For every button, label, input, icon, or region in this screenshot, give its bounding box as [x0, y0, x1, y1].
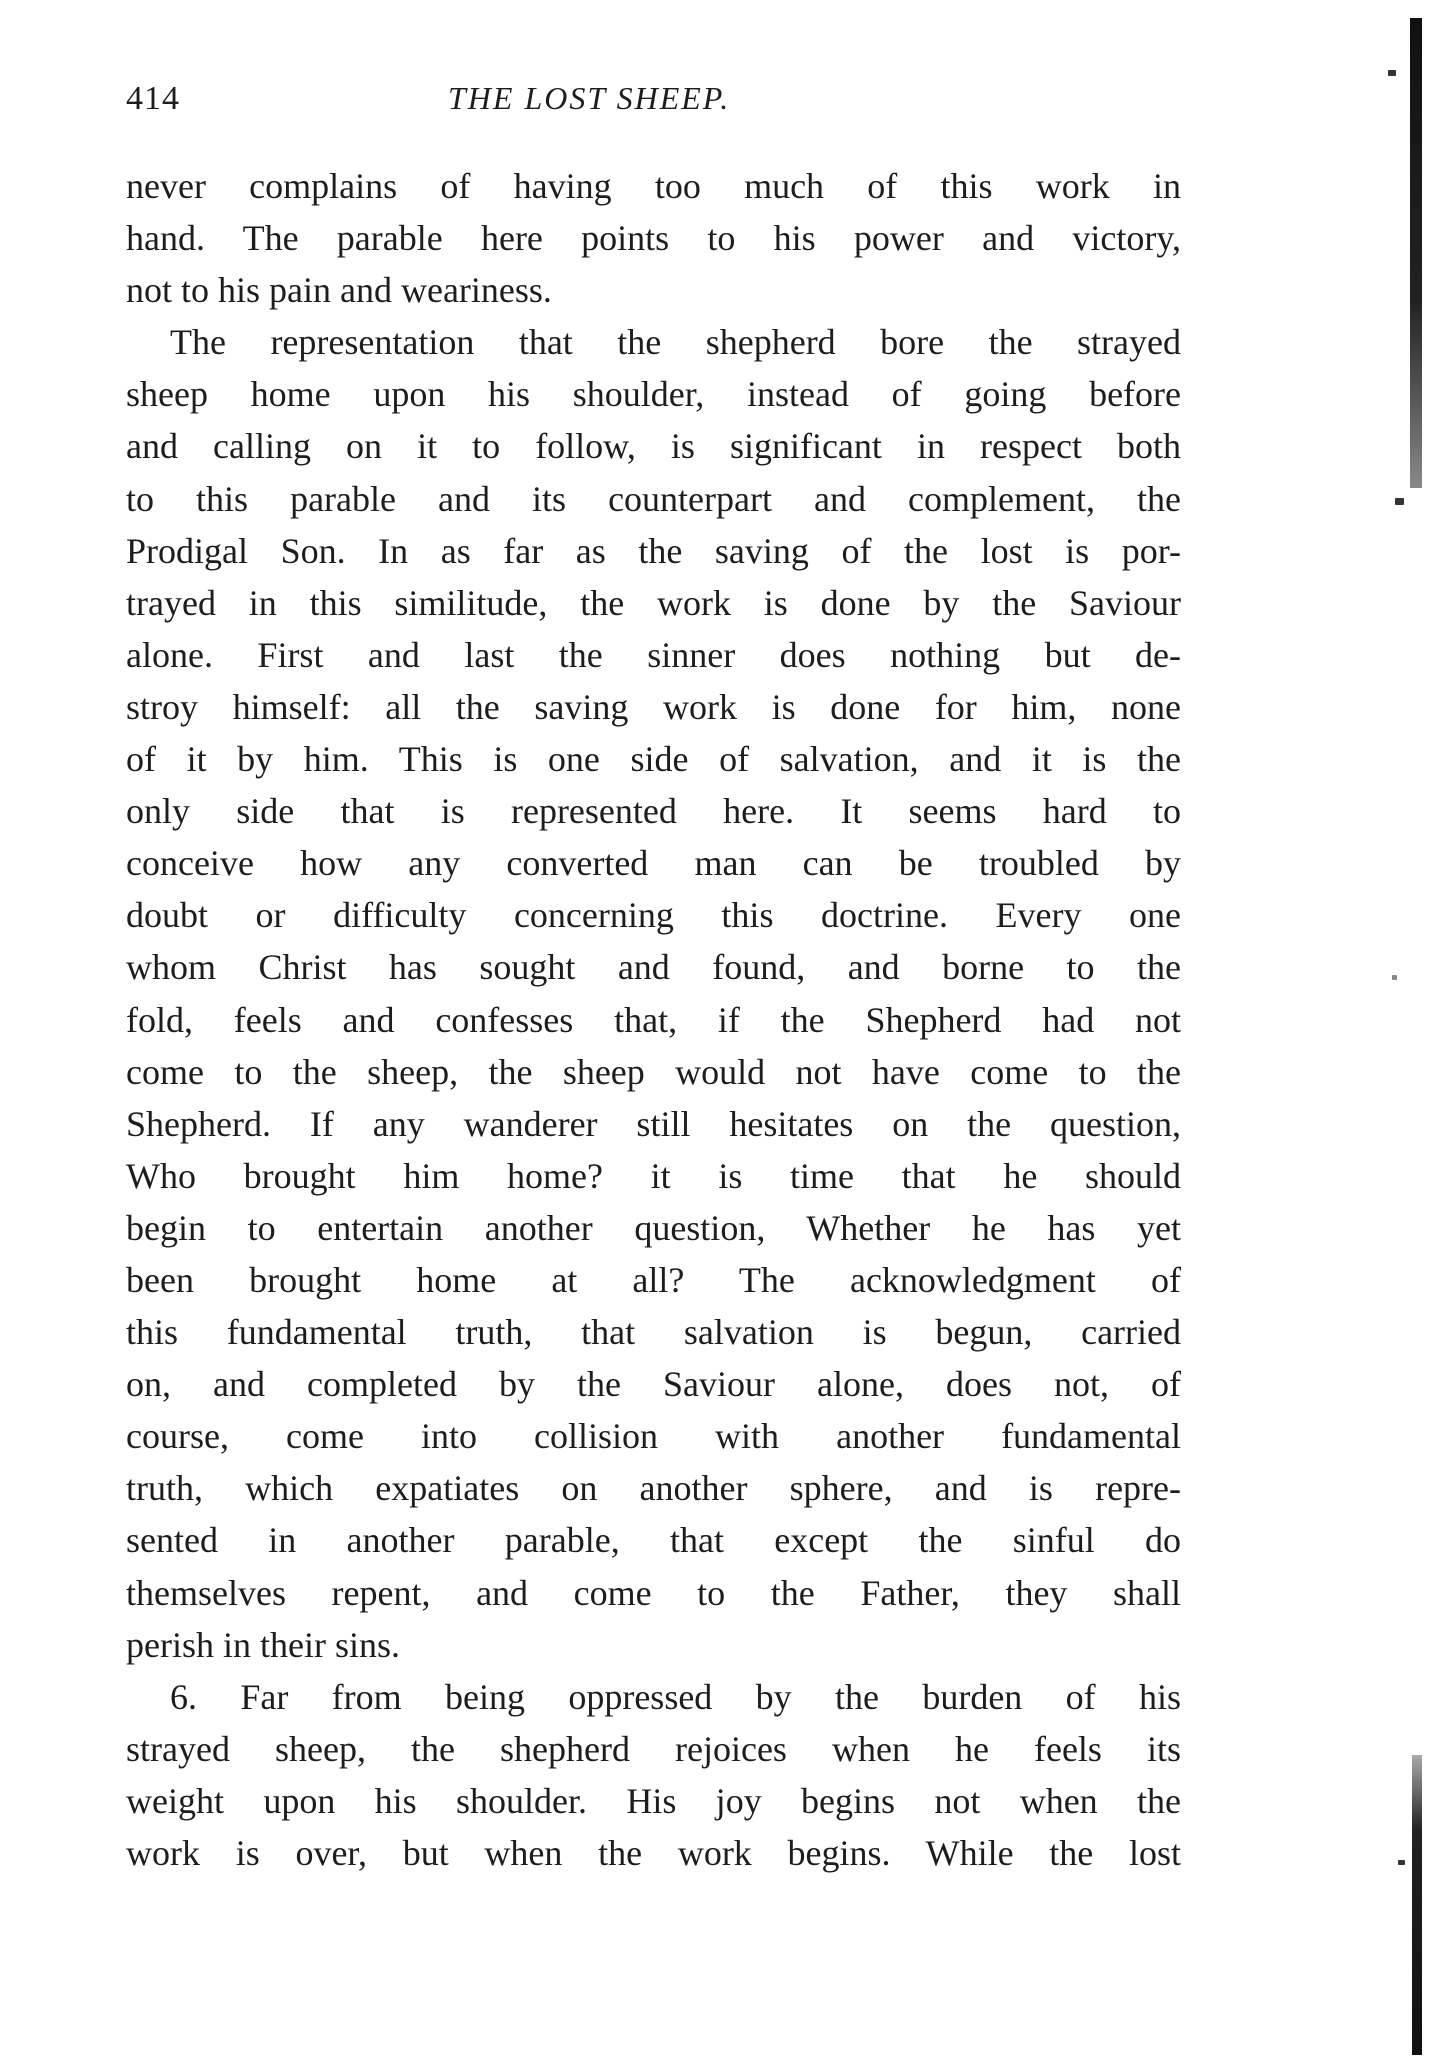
page-number: 414 [126, 80, 180, 117]
scan-speck [1388, 70, 1396, 76]
text-line: alone. First and last the sinner does nothing but de- [126, 634, 1181, 675]
text-line: fold, feels and confesses that, if the Shepherd had not [126, 999, 1181, 1040]
text-line: Who brought him home? it is time that he should [126, 1155, 1181, 1196]
text-line: doubt or difficulty concerning this doctrine. Every one [126, 895, 1181, 936]
text-line: on, and completed by the Saviour alone, does not, of [126, 1364, 1181, 1405]
running-title: THE LOST SHEEP. [448, 80, 731, 116]
scan-speck [1392, 975, 1397, 980]
text-line: come to the sheep, the sheep would not have come to the [126, 1051, 1181, 1092]
scan-edge-shadow-bottom [1412, 1755, 1422, 2055]
text-line: course, come into collision with another fundamental [126, 1416, 1181, 1457]
scan-speck [1398, 1860, 1405, 1865]
text-line: themselves repent, and come to the Father, they shall [126, 1572, 1181, 1613]
text-line: Shepherd. If any wanderer still hesitates on the question, [126, 1103, 1181, 1144]
text-line: of it by him. This is one side of salvation, and it is the [126, 739, 1181, 780]
text-line: stroy himself: all the saving work is done for him, none [126, 686, 1181, 727]
text-line: sented in another parable, that except the sinful do [126, 1520, 1181, 1561]
text-line: to this parable and its counterpart and complement, the [126, 478, 1181, 519]
text-line: this fundamental truth, that salvation is begun, carried [126, 1312, 1181, 1353]
text-line: strayed sheep, the shepherd rejoices when he feels its [126, 1728, 1181, 1769]
paragraph-start-line: The representation that the shepherd bore the strayed [170, 322, 1181, 363]
text-line: hand. The parable here points to his power and victory, [126, 218, 1181, 259]
scan-edge-shadow-top [1410, 18, 1422, 488]
text-line: only side that is represented here. It seems hard to [126, 791, 1181, 832]
text-line: work is over, but when the work begins. While the lost [126, 1833, 1181, 1873]
scan-speck [1395, 498, 1404, 505]
body-text [126, 160, 1181, 1879]
text-line: whom Christ has sought and found, and borne to the [126, 947, 1181, 988]
text-line: and calling on it to follow, is significant in respect both [126, 426, 1181, 467]
text-line: Prodigal Son. In as far as the saving of the lost is por- [126, 530, 1181, 571]
text-line: been brought home at all? The acknowledgment of [126, 1259, 1181, 1300]
text-line: perish in their sins. [126, 1624, 400, 1665]
text-line: trayed in this similitude, the work is done by the Saviour [126, 582, 1181, 623]
text-line: never complains of having too much of this work in [126, 166, 1181, 206]
text-line: sheep home upon his shoulder, instead of going before [126, 374, 1181, 415]
text-line: begin to entertain another question, Whether he has yet [126, 1207, 1181, 1248]
text-line: weight upon his shoulder. His joy begins not when the [126, 1780, 1181, 1821]
text-line: not to his pain and weariness. [126, 270, 552, 311]
text-line: truth, which expatiates on another sphere, and is repre- [126, 1468, 1181, 1509]
page-header [126, 80, 1206, 130]
text-line: conceive how any converted man can be troubled by [126, 843, 1181, 884]
paragraph-start-line: 6. Far from being oppressed by the burden of his [170, 1676, 1181, 1717]
